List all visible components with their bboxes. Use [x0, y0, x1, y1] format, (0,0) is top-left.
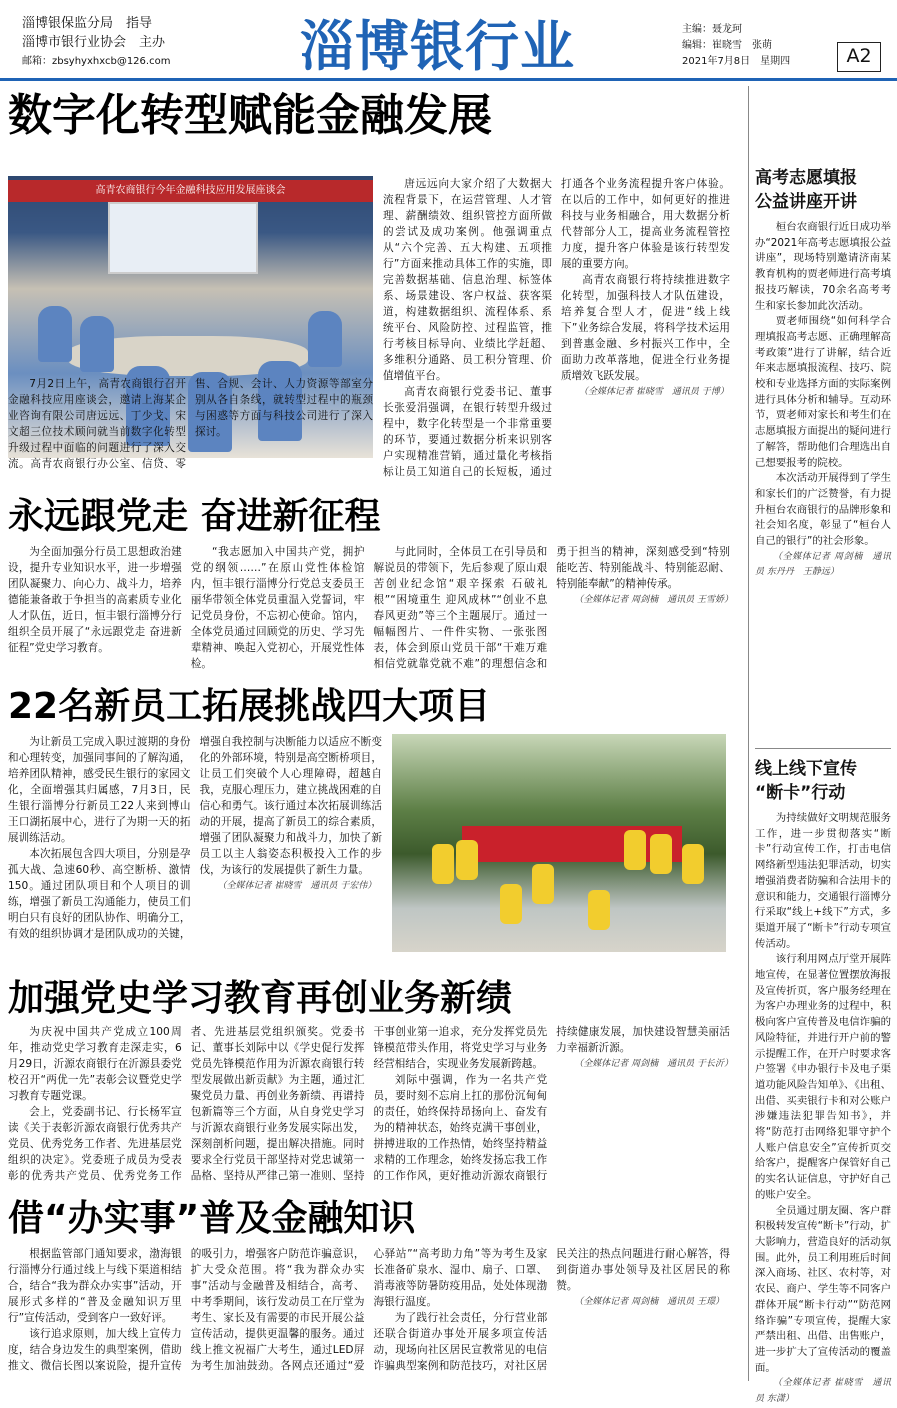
masthead-editors [682, 22, 790, 70]
sidebar-headline: 线上线下宣传 [755, 759, 857, 779]
staff-member [456, 840, 478, 880]
paragraph: 唐远远向大家介绍了大数据大流程背景下，在运营管理、人才管理、薪酬绩效、组织管控方面所做的尝试及成功案例。他强调重点从“六个完善、五大构建、五项推行”方面来推动具体工作的实施，即完善数据基础、信息治理、标签体系、场景建设、客户权益、获客渠道，构建数据组织、流程体系、系统平台、风险防控、过程监管，推行考核目标导向、业绩比学赶超、多维积分通路、员工积分管理、价值增值平台。 [383, 178, 552, 382]
paragraph: 为持续做好文明规范服务工作，进一步贯彻落实“断卡”行动宣传工作，打击电信网络新型违法犯罪活动，切实增强消费者防骗和合法用卡的意识和能力，交通银行淄博分行采取“线上+线下”方式，多渠道开展了“断卡”行动专项宣传活动。 [755, 812, 891, 950]
article-headline: 永远跟党走 奋进新征程 [8, 496, 381, 537]
editor-line: 编辑：崔晓雪 张萌 [682, 40, 772, 51]
sidebar-body [755, 220, 891, 740]
page-number: A2 [837, 42, 881, 72]
article-body [8, 734, 382, 956]
byline: （全媒体记者 周剑楠 通讯员 王璟） [574, 1297, 724, 1307]
red-banner [462, 826, 682, 862]
article-headline: 借“办实事”普及金融知识 [8, 1198, 416, 1239]
article-digital-transformation [8, 86, 730, 486]
sidebar-headline: 高考志愿填报 [755, 168, 857, 188]
paragraph: 根据监管部门通知要求，渤海银行淄博分行通过线上与线下渠道相结合，结合“我为群众办实事”活动，开展形式多样的“普及金融知识万里行”宣传活动，受到客户一致好评。 [8, 1248, 182, 1324]
sponsor-line: 淄博银保监分局 指导 [22, 16, 153, 31]
attendee [308, 311, 342, 367]
article-headline: 加强党史学习教育再创业务新绩 [8, 978, 513, 1019]
issue-date: 2021年7月8日 星期四 [682, 56, 791, 67]
main-content [0, 86, 738, 1381]
paragraph: 为庆祝中国共产党成立100周年，推动党史学习教育走深走实，6月29日，沂源农商银行在沂源县委党校召开“两优一先”表彰会议暨党史学习教育专题党课。 [8, 1026, 182, 1102]
byline: （全媒体记者 崔晓雪 通讯员 于博） [579, 387, 729, 397]
masthead-sponsors [22, 14, 170, 71]
staff-member [682, 844, 704, 884]
article-body [8, 544, 733, 678]
photo-banner-text: 高青农商银行今年金融科技应用发展座谈会 [8, 180, 373, 202]
paragraph: 桓台农商银行近日成功举办“2021年高考志愿填报公益讲座”，现场特别邀请济南某教育机构的贾老师进行高考填报技巧解读，70余名高考考生和家长参加此次活动。 [755, 221, 891, 312]
contact-email: 邮箱：zbsyhyxhxcb@126.com [22, 56, 171, 67]
paragraph: 全员通过朋友圈、客户群积极转发宣传“断卡”行动，扩大影响力，营造良好的活动氛围。此外，员工利用班后时间深入商场、社区、农村等，对农民、商户、学生等不同客户群体开展“断卡行动”“防范网络诈骗”专项宣传，提醒大家严禁出租、出借、出售账户，进一步扩大了宣传活动的覆盖面。 [755, 1204, 891, 1374]
sidebar [748, 86, 897, 1405]
paragraph: 为了践行社会责任，分行营业部还联合街道办事处开展多项宣传活动，现场向社区居民宣教常见的电信诈骗典型案例和防范技巧，对社区居民关注的热点问题进行耐心解答，得到街道办事处领导及社区居民的称赞。 [373, 1248, 730, 1372]
article-body-right [383, 176, 730, 481]
paragraph: 该行追求原则，加大线上宣传力度，结合身边发生的典型案例，借助推文、微信长图以案说险，提升宣传的吸引力，增强客户防范诈骗意识，扩大受众范围。将“我为群众办实事”活动与金融普及相结合，高考、中考季期间，该行发动员工在厅堂为考生、家长及有需要的市民开展公益宣传活动，提供更温馨的服务。通过线上推文祝福广大考生，通过LED屏为考生加油鼓劲。各网点还通过“爱心驿站”“高考助力角”等为考生及家长准备矿泉水、湿巾、扇子、口罩、消毒液等防暑防疫用品，处处体现渤海银行温度。 [8, 1248, 548, 1372]
article-follow-party [8, 494, 733, 682]
editor-line: 主编：聂龙珂 [682, 24, 742, 35]
sponsor-line: 淄博市银行业协会 主办 [22, 35, 166, 50]
article-new-staff-training [8, 684, 730, 960]
staff-member [588, 890, 610, 930]
projection-screen [108, 202, 258, 274]
staff-member [532, 864, 554, 904]
sidebar-headline: 公益讲座开讲 [755, 192, 857, 212]
paragraph: 本次活动开展得到了学生和家长们的广泛赞誉，有力提升桓台农商银行的品牌形象和社会知名度，彰显了“桓台人自己的银行”的社会形象。 [755, 472, 891, 548]
article-headline: 数字化转型赋能金融发展 [8, 90, 492, 141]
training-photo [392, 734, 726, 952]
paragraph: 本次拓展包含四大项目，分别是孕孤大战、急速60秒、高空断桥、激情150。通过团队项目和个人项目的训练，增强了新员工沟通能力，使员工们明白只有良好的团队协作、明确分工，有效的组织协调才是团队成功的关键，增强自我控制与决断能力以适应不断变化的外部环境，特别是高空断桥项目，让员工们突破个人心理障碍，超越自我，克服心理压力，建立挑战困难的自信心和勇气。该行通过本次拓展训练活动的开展，提高了新员工的综合素质，增强了团队凝聚力和战斗力，加快了新员工以主人翁姿态积极投入工作的步伐，为该行的发展提供了新生力量。 [8, 736, 382, 940]
paragraph: “我志愿加入中国共产党，拥护党的纲领……”在原山党性体检馆内，恒丰银行淄博分行党总支委员王丽华带领全体党员重温入党誓词，牢记党员身份，不忘初心使命。馆内，全体党员通过回顾党的历史、学习先辈精神、唤起入党初心，开展党性体检。 [190, 546, 365, 670]
paragraph: 高青农商银行将持续推进数字化转型，加强科技人才队伍建设，培养复合型人才，促进“线上线下”业务综合发展，将科学技术运用到普惠金融、乡村振兴工作中，全面助力改革落地，促进全行业务提质增效飞跃发展。 [561, 274, 730, 382]
paragraph: 与此同时，全体员工在引导员和解说员的带领下，先后参观了原山艰苦创业纪念馆“艰辛探索 石破礼根”“困境重生 迎风成林”“创业不息 春风更劲”等三个主题展厅。通过一幅幅图片、一件件实物、一张张图表，体会到原山党员干部“干难万难相信党就靠党就不难”的理想信念和勇于担当的精神，深刻感受到“特别能吃苦、特别能战斗、特别能忍耐、特别能奉献”的精神传承。 [373, 546, 730, 670]
article-body [8, 1024, 733, 1194]
masthead-rule [0, 78, 897, 81]
article-party-history [8, 976, 733, 1196]
sidebar-body [755, 811, 891, 1405]
paragraph: 高青农商银行党委书记、董事长张爱涓强调，在银行转型升级过程中，数字化转型是一个非常重要的环节，要通过数据分析来识别客户实现精准营销，通过量化考核指标让员工知道自己的长短板，通过打通各个业务流程提升客户体验。在以后的工作中，如何更好的推进科技与业务相融合，用大数据分析代替部分人工，提高业务流程管控力度，提升客户体验是该行转型发展的重要方向。 [383, 178, 730, 478]
paragraph: 会上，党委副书记、行长杨军宣读《关于表彰沂源农商银行优秀共产党员、优秀党务工作者、先进基层党组织的决定》。党委班子成员为受表彰的优秀共产党员、优秀党务工作者、先进基层党组织颁奖。党委书记、董事长刘际中以《学史促行发挥党员先锋模范作用为沂源农商银行转型发展做出新贡献》为主题，通过汇聚党员力量、再创业务新绩、再谱持包新篇等三个方面，从自身党史学习与沂源农商银行业务发展实际出发，深刻剖析问题，提出解决措施。同时要求全行党员干部坚持对党忠诚第一品格、坚持从严律己第一准则、坚持干事创业第一追求，充分发挥党员先锋模范带头作用，将党史学习与业务经营相结合，实现业务发展新跨越。 [8, 1026, 548, 1182]
byline: （全媒体记者 崔晓雪 通讯员 东潇） [755, 1378, 891, 1405]
sidebar-headline: “断卡”行动 [755, 783, 846, 803]
byline: （全媒体记者 崔晓雪 通讯员 于宏伟） [217, 881, 377, 891]
paragraph: 刘际中强调，作为一名共产党员，要时刻不忘肩上扛的那份沉甸甸的责任，始终保持昂扬向上、奋发有为的精神状态，始终克满干事创业，拼搏进取的工作热情，始终坚持精益求精的工作理念，始终发扬忘我工作的工作作风，更好推动沂源农商银行持续健康发展，加快建设智慧美丽活力幸福新沂源。 [373, 1026, 730, 1182]
sidebar-article-gaokao [755, 166, 891, 746]
staff-member [650, 834, 672, 874]
paragraph: 7月2日上午，高青农商银行召开金融科技应用座谈会，邀请上海某企业咨询有限公司唐远远、丁少戈、宋文超三位技术顾问就当前数字化转型升级过程中面临的问题进行了深入交流。高青农商银行办公室、信贷、零售、合规、会计、人力资源等部室分别从各自条线，就转型过程中的瓶颈与困惑等方面与科技公司进行了深入探讨。 [8, 378, 373, 470]
paragraph: 贾老师围绕“如何科学合理填报高考志愿、正确理解高考政策”进行了讲解，结合近年来志愿填报流程、技巧、院校和专业选择方面的实际案例进行具体分析和辅导。互动环节，贾老师对家长和考生们在志愿填报方面提出的疑问进行了解答，帮助他们合理选出自己想要报考的院校。 [755, 315, 891, 469]
attendee [80, 316, 114, 372]
article-body [8, 1246, 730, 1381]
paragraph: 为全面加强分行员工思想政治建设，提升专业知识水平，进一步增强团队凝聚力、向心力、战斗力，培养德能兼备敢于争担当的高素质专业化人才队伍，近日，恒丰银行淄博分行组织全员开展了“永远跟党走 奋进新征程”党史学习教育。 [8, 546, 182, 654]
sidebar-article-duanka [755, 748, 891, 1405]
article-financial-knowledge [8, 1196, 730, 1381]
article-body-left [8, 376, 373, 481]
staff-member [500, 884, 522, 924]
byline: （全媒体记者 周剑楠 通讯员 东丹丹 王静远） [755, 551, 891, 578]
paragraph: 为让新员工完成入职过渡期的身份和心理转变，加强同事间的了解沟通，培养团队精神，感受民生银行的家园文化，全面增强其归属感，7月3日，民生银行淄博分行新员工22人来到博山王口湖拓展中心，进行了为期一天的拓展训练活动。 [8, 736, 191, 844]
staff-member [432, 844, 454, 884]
byline: （全媒体记者 周剑楠 通讯员 于长沂） [574, 1059, 733, 1069]
masthead [0, 0, 897, 78]
byline: （全媒体记者 周剑楠 通讯员 王雪娇） [574, 595, 733, 605]
attendee [38, 306, 72, 362]
article-headline: 22名新员工拓展挑战四大项目 [8, 686, 491, 727]
staff-member [624, 830, 646, 870]
newspaper-title: 淄博银行业 [300, 15, 575, 78]
paragraph: 该行利用网点厅堂开展阵地宣传，在显著位置摆放海报及宣传折页，客户服务经理在为客户办理业务的过程中，积极向客户宣传普及电信诈骗的风险特征，并进行开户前的警示提醒工作，在开户时要求客户签署《申办银行卡及电子渠道功能风险告知单》、《出租、出借、买卖银行卡和对公账户涉嫌违法犯罪告知书》，并将“防范打击网络犯罪守护个人账户信息安全”宣传折页交给客户，提醒客户保管好自己的实名认证信息，守护好自己的账户安全。 [755, 953, 891, 1201]
